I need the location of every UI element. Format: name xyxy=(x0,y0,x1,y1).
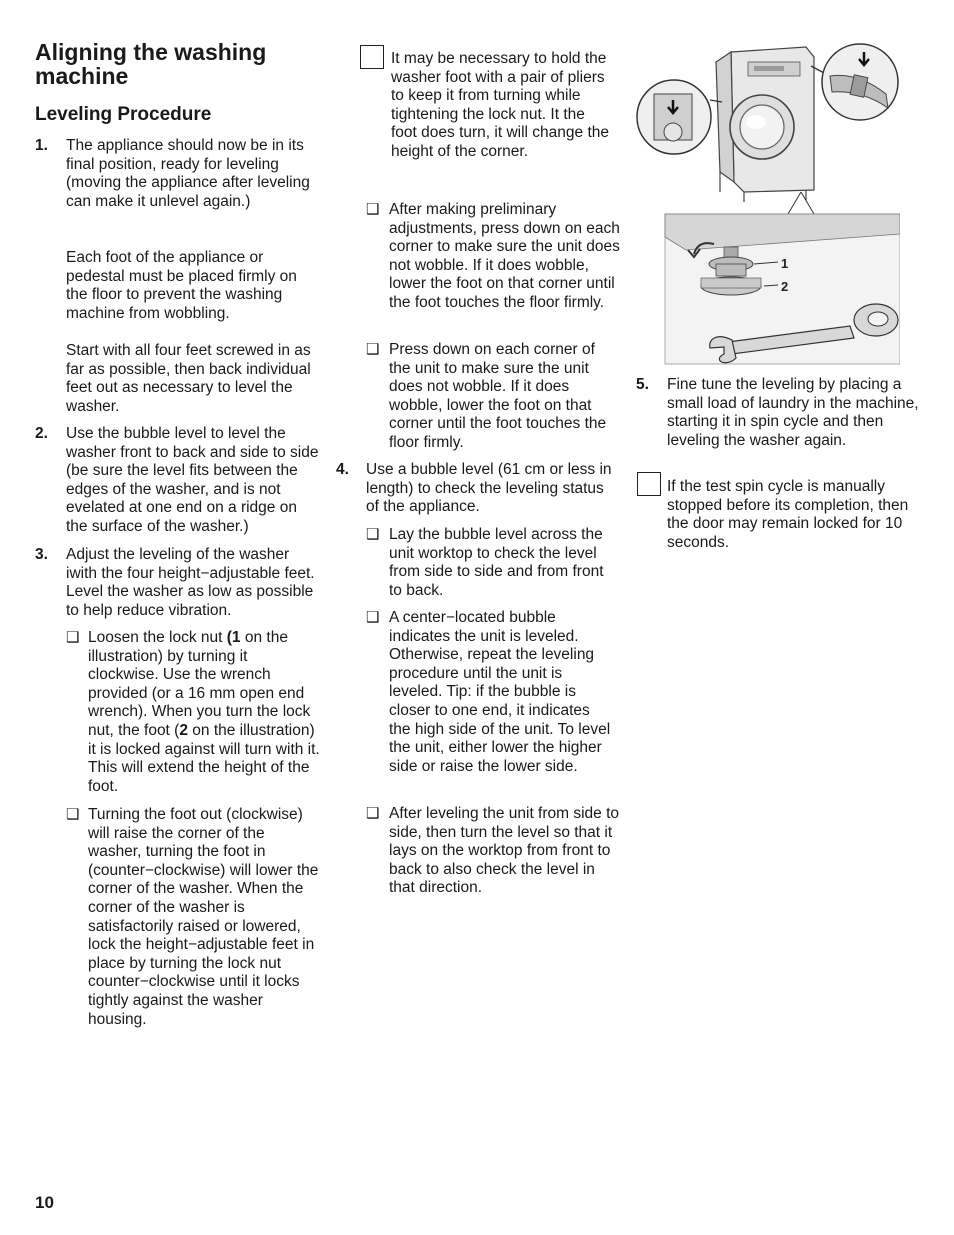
step-3-paragraph: Adjust the leveling of the washer iwith the four height−adjustable feet. Level the washer as low as possible to help reduce vibration. xyxy=(66,546,315,619)
step-3-bullet-1: Loosen the lock nut (1 on the illustration) by turning it clockwise. Use the wrench provided (or a 16 mm open end wrench). When you turn the lock nut, the foot (2 on the illustration) it is locked against will turn with it. This will extend the height of the foot. xyxy=(88,629,320,795)
panel-zoom-callout xyxy=(811,44,898,120)
step-1-paragraph-3: Start with all four feet screwed in as far as possible, then back individual feet out as necessary to level the washer. xyxy=(66,342,311,415)
step-3-bullet-2: Turning the foot out (clockwise) will raise the corner of the washer, turning the foot in (counter−clockwise) will lower the corner of the washer. When the corner of the washer is satisfactorily raised or lowered, lock the height−adjustable feet in place by turning the lock nut counter−clockwise until it locks tightly against the washer housing. xyxy=(88,806,319,1028)
step-1-paragraph-1: The appliance should now be in its final position, ready for leveling (moving the appliance after leveling can make it unlevel again.) xyxy=(66,137,310,210)
step-4-paragraph: Use a bubble level (61 cm or less in length) to check the leveling status of the appliance. xyxy=(366,461,612,516)
bullet-icon: ❑ xyxy=(366,201,380,218)
note-box-icon xyxy=(360,45,384,69)
step-3-bullet-4: Press down on each corner of the unit to make sure the unit does not wobble. If it does wobble, lower the foot on that corner until the foot touches the floor firmly. xyxy=(389,341,607,451)
step-number-2: 2. xyxy=(35,425,48,442)
bullet-icon: ❑ xyxy=(366,341,380,358)
section-heading: Leveling Procedure xyxy=(35,104,212,125)
bullet-icon: ❑ xyxy=(66,806,80,823)
foot-detail-panel xyxy=(665,214,900,364)
step-1-paragraph-2: Each foot of the appliance or pedestal must be placed firmly on the floor to prevent the washing machine from wobbling. xyxy=(66,249,297,322)
step-3-note: It may be necessary to hold the washer foot with a pair of pliers to keep it from turning while tightening the lock nut. It the foot does turn, it will change the height of the corner. xyxy=(391,50,609,160)
step-4-bullet-2: A center−located bubble indicates the unit is leveled. Otherwise, repeat the leveling procedure until the unit is leveled. Tip: if the bubble is closer to one end, it indicates the high side of the unit. To level the unit, either lower the higher side or raise the lower side. xyxy=(389,609,611,775)
step-3-bullet-3: After making preliminary adjustments, press down on each corner to make sure the unit does not wobble. If it does wobble, lower the foot on that corner until the foot touches the floor firmly. xyxy=(389,201,620,311)
bullet-icon: ❑ xyxy=(66,629,80,646)
step-4-bullet-3: After leveling the unit from side to side, then turn the level so that it lays on the worktop from front to back to also check the level in that direction. xyxy=(389,805,620,897)
leveling-illustration xyxy=(636,42,900,365)
bullet-icon: ❑ xyxy=(366,805,380,822)
note-box-icon xyxy=(637,472,661,496)
bullet-icon: ❑ xyxy=(366,609,380,626)
washing-machine-drawing xyxy=(716,47,814,202)
bullet-icon: ❑ xyxy=(366,526,380,543)
callout-label-2: 2 xyxy=(781,279,789,294)
foot-zoom-callout xyxy=(637,80,722,154)
page-title: Aligning the washing machine xyxy=(35,39,267,89)
step-number-3: 3. xyxy=(35,546,48,563)
step-number-4: 4. xyxy=(336,461,349,478)
step-5-note: If the test spin cycle is manually stopped before its completion, then the door may remain locked for 10 seconds. xyxy=(667,478,909,551)
step-4-bullet-1: Lay the bubble level across the unit worktop to check the level from side to side and from front to back. xyxy=(389,526,604,599)
step-number-1: 1. xyxy=(35,137,48,154)
step-2-paragraph: Use the bubble level to level the washer front to back and side to side (be sure the level fits between the edges of the washer, and is not evelated at one end on a ridge on the surface of the washer.) xyxy=(66,425,319,535)
step-number-5: 5. xyxy=(636,376,649,393)
page-number: 10 xyxy=(35,1193,54,1212)
step-5-paragraph: Fine tune the leveling by placing a small load of laundry in the machine, starting it in spin cycle and then leveling the washer again. xyxy=(667,376,919,449)
callout-label-1: 1 xyxy=(781,256,789,271)
